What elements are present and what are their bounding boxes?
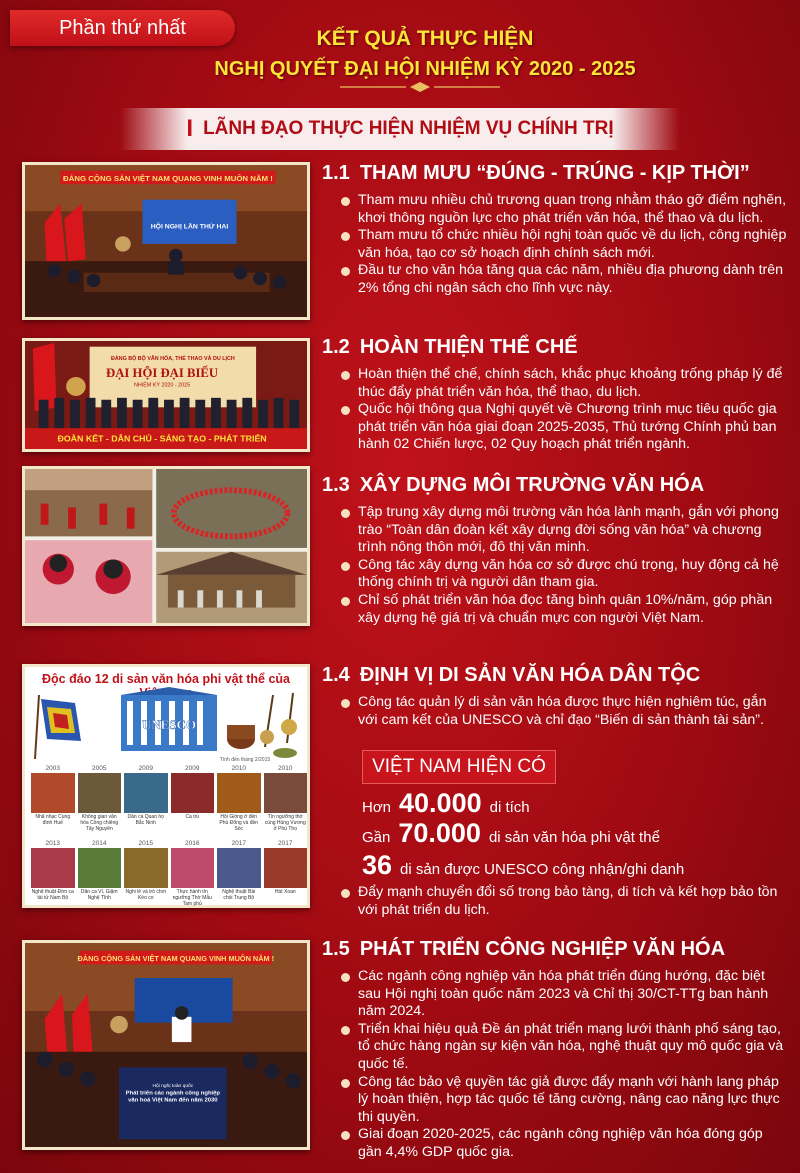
stat-relics: Hơn 40.000 di tích — [362, 788, 530, 818]
photo-term-text: NHIỆM KỲ 2020 - 2025 — [134, 382, 191, 389]
list-item: Các ngành công nghiệp văn hóa phát triển đúng hướng, đặc biệt sau Hội nghị toàn quốc năm 2023 và Chỉ thị 30/CT-TTg ban hành năm 2024. — [340, 968, 788, 1021]
item-1-4-bullets — [340, 694, 788, 729]
heritage-year: 2003 — [45, 765, 60, 772]
heritage-entry — [124, 765, 168, 838]
heritage-entry — [171, 840, 215, 913]
photo-congress — [22, 338, 310, 452]
item-1-5-title: 1.5 PHÁT TRIỂN CÔNG NGHIỆP VĂN HÓA — [322, 938, 726, 960]
photo-slogan-text: ĐOÀN KẾT - DÂN CHỦ - SÁNG TẠO - PHÁT TRIỂN — [57, 433, 267, 444]
heritage-picture — [124, 848, 168, 888]
heritage-name: Hội Gióng ở đền Phù Đổng và đền Sóc — [219, 814, 259, 832]
heritage-year: 2014 — [92, 840, 107, 847]
list-item: Đầu tư cho văn hóa tăng qua các năm, nhiều địa phương dành trên 2% tổng chi ngân sách cho lĩnh vực này. — [340, 262, 788, 297]
heritage-year: 2017 — [278, 840, 293, 847]
heritage-entry — [78, 765, 122, 838]
heritage-year: 2016 — [185, 840, 200, 847]
list-item: Hoàn thiện thể chế, chính sách, khắc phục khoảng trống pháp lý để thúc đẩy phát triển văn hóa, thể thao, du lịch. — [340, 366, 788, 401]
heritage-name: Ca trù — [185, 814, 200, 820]
screen-big-text: Phát triển các ngành công nghiệp văn hoá Việt Nam đến năm 2030 — [125, 1090, 221, 1104]
heritage-picture — [217, 773, 261, 813]
heritage-year: 2009 — [185, 765, 200, 772]
item-1-3-bullets — [340, 504, 788, 627]
heritage-entry — [217, 840, 261, 913]
photo-banner-text: ĐẢNG CỘNG SẢN VIỆT NAM QUANG VINH MUÔN NĂM ! — [63, 173, 273, 183]
heritage-name: Nghệ thuật Đờn ca tài tử Nam Bộ — [31, 889, 74, 901]
section-roman: I — [186, 115, 194, 142]
list-item: Đẩy mạnh chuyển đổi số trong bảo tàng, di tích và kết hợp bảo tồn với phát triển du lịch. — [340, 884, 788, 919]
list-item: Công tác bảo vệ quyền tác giả được đẩy mạnh với hành lang pháp lý hoàn thiện, hợp tác quốc tế tăng cường, nâng cao năng lực thực thi quyền. — [340, 1074, 788, 1127]
heritage-year: 2005 — [92, 765, 107, 772]
item-1-4-bullets-after — [340, 884, 788, 919]
list-item: Tham mưu nhiều chủ trương quan trọng nhằm tháo gỡ điểm nghẽn, khơi thông nguồn lực cho phát triển văn hóa, thể thao và du lịch. — [340, 192, 788, 227]
heritage-infographic — [22, 664, 310, 908]
heritage-picture — [264, 848, 308, 888]
heritage-name: Nhã nhạc Cung đình Huế — [35, 814, 71, 826]
list-item: Triển khai hiệu quả Đề án phát triển mạng lưới thành phố sáng tạo, tổ chức hàng ngàn sự kiện văn hóa, nghệ thuật quy mô quốc gia và quốc tế. — [340, 1021, 788, 1074]
heritage-name: Dân ca Quan họ Bắc Ninh — [127, 814, 164, 826]
photo-banner-text: ĐẢNG CỘNG SẢN VIỆT NAM QUANG VINH MUÔN NĂM ! — [77, 953, 275, 963]
title-line-1: KẾT QUẢ THỰC HIỆN — [316, 27, 534, 50]
heritage-picture — [171, 848, 215, 888]
item-1-1-bullets — [340, 192, 788, 298]
item-1-5-bullets — [340, 968, 788, 1162]
heritage-name: Tín ngưỡng thờ cúng Hùng Vương ở Phú Thọ — [264, 814, 306, 832]
heritage-entry — [217, 765, 261, 838]
heritage-entry — [171, 765, 215, 838]
heritage-year: 2017 — [231, 840, 246, 847]
unesco-text: UNESCO — [141, 717, 197, 732]
heritage-entry — [31, 840, 75, 913]
ornament-divider — [340, 82, 500, 92]
heritage-year: 2010 — [278, 765, 293, 772]
heritage-grid — [31, 765, 307, 913]
title-line-2: NGHỊ QUYẾT ĐẠI HỘI NHIỆM KỲ 2020 - 2025 — [214, 58, 636, 80]
heritage-name: Hát Xoan — [274, 889, 296, 895]
photo-collage-culture — [22, 466, 310, 626]
list-item: Chỉ số phát triển văn hóa đọc tăng bình quân 10%/năm, góp phần xây dựng hệ giá trị và chuẩn mực con người Việt Nam. — [340, 592, 788, 627]
heritage-year: 2015 — [138, 840, 153, 847]
stat-unesco: 36 di sản được UNESCO công nhận/ghi danh — [362, 850, 685, 880]
heritage-year: 2013 — [45, 840, 60, 847]
item-1-2-bullets — [340, 366, 788, 454]
list-item: Công tác xây dựng văn hóa cơ sở được chú trọng, huy động cả hệ thống chính trị và người dân tham gia. — [340, 557, 788, 592]
heritage-picture — [78, 773, 122, 813]
heritage-name: Nghi lễ và trò chơi Kéo co — [125, 889, 167, 901]
date-note: Tính đến tháng 2/2015 — [219, 757, 271, 763]
highlight-box: VIỆT NAM HIỆN CÓ — [362, 750, 556, 784]
heritage-entry — [264, 840, 308, 913]
photo-conference-2 — [22, 940, 310, 1150]
list-item: Tập trung xây dựng môi trường văn hóa lành mạnh, gắn với phong trào “Toàn dân đoàn kết xây dựng đời sống văn hóa” và chương trình nông thôn mới, đô thị văn minh. — [340, 504, 788, 557]
heritage-picture — [78, 848, 122, 888]
infographic-banner — [31, 687, 307, 763]
heritage-entry — [264, 765, 308, 838]
heritage-name: Nghệ thuật Bài chòi Trung Bộ — [222, 889, 256, 901]
heritage-picture — [217, 848, 261, 888]
page-title — [120, 24, 730, 84]
photo-screen-text: HỘI NGHỊ LẦN THỨ HAI — [150, 223, 229, 231]
heritage-entry — [31, 765, 75, 838]
section-heading — [120, 108, 680, 150]
heritage-year: 2010 — [231, 765, 246, 772]
heritage-picture — [31, 773, 75, 813]
stat-intangible: Gần 70.000 di sản văn hóa phi vật thể — [362, 818, 660, 848]
infographic-title: Độc đáo 12 di sản văn hóa phi vật thể của — [42, 672, 290, 686]
part-label: Phần thứ nhất — [10, 10, 235, 46]
heritage-picture — [264, 773, 308, 813]
heritage-year: 2009 — [138, 765, 153, 772]
list-item: Giai đoạn 2020-2025, các ngành công nghiệp văn hóa đóng góp gần 4,4% GDP quốc gia. — [340, 1126, 788, 1161]
list-item: Tham mưu tổ chức nhiều hội nghị toàn quốc về du lịch, công nghiệp văn hóa, tạo cơ sở hoạch định chính sách mới. — [340, 227, 788, 262]
photo-congress-text: ĐẠI HỘI ĐẠI BIỂU — [106, 366, 219, 380]
heritage-name: Không gian văn hóa Cồng chiêng Tây Nguyên — [80, 814, 119, 832]
heritage-entry — [78, 840, 122, 913]
list-item: Công tác quản lý di sản văn hóa được thực hiện nghiêm túc, gắn với cam kết của UNESCO và chỉ đạo “Biến di sản thành tài sản”. — [340, 694, 788, 729]
heritage-picture — [171, 773, 215, 813]
photo-conference-1 — [22, 162, 310, 320]
heritage-name: Dân ca Ví, Giặm Nghệ Tĩnh — [80, 889, 118, 901]
list-item: Quốc hội thông qua Nghị quyết về Chương trình mục tiêu quốc gia phát triển văn hóa giai đoạn 2025-2035, Thủ tướng Chính phủ ban hành 02 Chiến lược, 02 Quy hoạch phát triển ngành. — [340, 401, 788, 454]
item-1-2-title: 1.2 HOÀN THIỆN THỂ CHẾ — [322, 336, 578, 358]
photo-header-text: ĐẢNG BỘ BỘ VĂN HÓA, THỂ THAO VÀ DU LỊCH — [110, 356, 235, 362]
heritage-name: Thực hành tín ngưỡng Thờ Mẫu Tam phủ — [172, 889, 212, 907]
heritage-picture — [31, 848, 75, 888]
screen-small-text: Hội nghị toàn quốc — [152, 1083, 194, 1089]
item-1-1-title: 1.1 THAM MƯU “ĐÚNG - TRÚNG - KỊP THỜI” — [322, 162, 750, 184]
heritage-picture — [124, 773, 168, 813]
item-1-3-title: 1.3 XÂY DỰNG MÔI TRƯỜNG VĂN HÓA — [322, 474, 705, 496]
heritage-entry — [124, 840, 168, 913]
section-title: LÃNH ĐẠO THỰC HIỆN NHIỆM VỤ CHÍNH TRỊ — [203, 118, 614, 139]
item-1-4-title: 1.4 ĐỊNH VỊ DI SẢN VĂN HÓA DÂN TỘC — [322, 664, 701, 686]
